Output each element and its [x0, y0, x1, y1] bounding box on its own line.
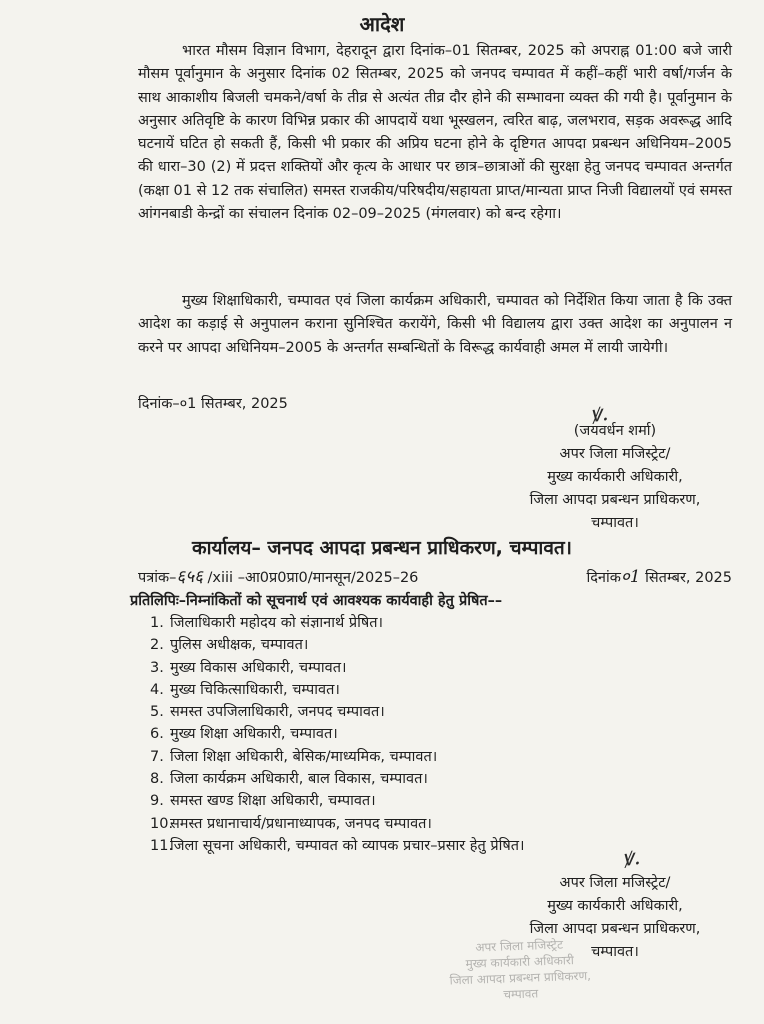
copy-recipient-number: 6. — [150, 726, 164, 743]
reference-date-rest: सितम्बर, 2025 — [645, 570, 732, 586]
copy-recipient-text: समस्त प्रधानाचार्य/प्रधानाध्यापक, जनपद चम्पावत। — [170, 815, 432, 832]
copy-heading: प्रतिलिपिः–निम्नांकितों को सूचनार्थ एवं आवश्यक कार्यवाही हेतु प्रेषित–– — [130, 593, 503, 609]
stamp-line-1: अपर जिला मजिस्ट्रेट — [475, 937, 564, 955]
copy-recipient-list — [150, 612, 525, 857]
copy-recipient-number: 8. — [150, 771, 164, 788]
signatory-designation-4: चम्पावत। — [591, 515, 639, 531]
copy-recipient-number: 3. — [150, 659, 164, 676]
signature-block-1 — [490, 420, 740, 535]
copy-recipient-item — [150, 723, 525, 745]
reference-date-handwritten: ०1 — [620, 567, 641, 587]
copy-recipient-text: पुलिस अधीक्षक, चम्पावत। — [170, 637, 309, 654]
handwritten-signature-2: ꝟ. — [620, 844, 642, 873]
copy-recipient-item — [150, 612, 525, 634]
copy-recipient-number: 2. — [150, 637, 164, 654]
reference-date-prefix: दिनांक — [586, 570, 621, 586]
signatory2-designation-2: मुख्य कार्यकारी अधिकारी, — [547, 898, 683, 914]
signatory-designation-1: अपर जिला मजिस्ट्रेट/ — [559, 446, 671, 462]
stamp-line-3: जिला आपदा प्रबन्धन प्राधिकरण, — [449, 968, 592, 988]
copy-recipient-number: 4. — [150, 681, 164, 698]
reference-number — [138, 564, 418, 587]
copy-recipient-item — [150, 657, 525, 679]
copy-recipient-number: 10. — [150, 815, 174, 832]
copy-recipient-number: 7. — [150, 748, 164, 765]
copy-recipient-item — [150, 790, 525, 812]
reference-rest: /xiii –आ0प्र0प्रा0/मानसून/2025–26 — [207, 570, 419, 586]
copy-recipient-item — [150, 701, 525, 723]
signatory2-designation-1: अपर जिला मजिस्ट्रेट/ — [559, 875, 671, 891]
signatory-designation-3: जिला आपदा प्रबन्धन प्राधिकरण, — [529, 492, 701, 508]
copy-recipient-item — [150, 679, 525, 701]
signatory-designation-2: मुख्य कार्यकारी अधिकारी, — [547, 469, 683, 485]
copy-recipient-text: मुख्य चिकित्साधिकारी, चम्पावत। — [170, 681, 340, 698]
reference-prefix: पत्रांक– — [138, 570, 177, 586]
copy-recipient-item — [150, 813, 525, 835]
signatory-name: (जयवर्धन शर्मा) — [573, 423, 657, 439]
copy-recipient-text: जिलाधिकारी महोदय को संज्ञानार्थ प्रेषित। — [170, 615, 383, 631]
stamp-line-4: चम्पावत — [503, 986, 539, 1002]
copy-recipient-text: समस्त उपजिलाधिकारी, जनपद चम्पावत। — [170, 704, 385, 721]
copy-recipient-number: 1. — [150, 615, 164, 631]
reference-handwritten-number: ६५६ — [176, 567, 203, 587]
copy-recipient-item — [150, 835, 525, 857]
copy-recipient-text: जिला शिक्षा अधिकारी, बेसिक/माध्यमिक, चम्पावत। — [170, 748, 438, 765]
order-paragraph-1 — [138, 40, 732, 226]
copy-recipient-text: समस्त खण्ड शिक्षा अधिकारी, चम्पावत। — [170, 793, 376, 810]
signatory2-designation-4: चम्पावत। — [591, 944, 639, 960]
copy-recipient-text: मुख्य शिक्षा अधिकारी, चम्पावत। — [170, 726, 338, 743]
copy-recipient-item — [150, 746, 525, 768]
copy-recipient-text: जिला सूचना अधिकारी, चम्पावत को व्यापक प्रचार–प्रसार हेतु प्रेषित। — [170, 837, 525, 854]
copy-recipient-text: मुख्य विकास अधिकारी, चम्पावत। — [170, 659, 347, 676]
order-date: दिनांक–०1 सितम्बर, 2025 — [138, 396, 288, 412]
reference-line — [138, 564, 732, 587]
copy-recipient-item — [150, 768, 525, 790]
copy-recipient-text: जिला कार्यक्रम अधिकारी, बाल विकास, चम्पावत। — [170, 771, 428, 788]
order-paragraph-2 — [138, 290, 732, 360]
paragraph-2-text: मुख्य शिक्षाधिकारी, चम्पावत एवं जिला कार्यक्रम अधिकारी, चम्पावत को निर्देशित किया जाता है कि उक्त आदेश का कड़ाई से अनुपालन कराना सुनिश्चित करायेंगे, किसी भी विद्यालय द्वारा उक्त आदेश का अनुपालन न करने पर आपदा अधिनियम–2005 के अन्तर्गत सम्बन्धितों के विरूद्ध कार्यवाही अमल में लायी जायेगी। — [138, 293, 732, 356]
copy-recipient-number: 5. — [150, 704, 164, 721]
reference-date — [586, 564, 732, 587]
official-stamp — [419, 935, 621, 1006]
copy-recipient-number: 9. — [150, 793, 164, 810]
order-title: आदेश — [359, 12, 405, 36]
copy-recipient-number: 11. — [150, 837, 174, 854]
office-title: कार्यालय– जनपद आपदा प्रबन्धन प्राधिकरण, चम्पावत। — [192, 537, 572, 559]
signatory2-designation-3: जिला आपदा प्रबन्धन प्राधिकरण, — [529, 921, 701, 937]
stamp-line-2: मुख्य कार्यकारी अधिकारी — [465, 953, 575, 971]
handwritten-signature: ꝟ. — [588, 400, 610, 429]
copy-recipient-item — [150, 634, 525, 656]
paragraph-1-text: भारत मौसम विज्ञान विभाग, देहरादून द्वारा दिनांक–01 सितम्बर, 2025 को अपराह्न 01:00 बजे जारी मौसम पूर्वानुमान के अनुसार दिनांक 02 सितम्बर, 2025 को जनपद चम्पावत में कहीं–कहीं भारी वर्षा/गर्जन के साथ आकाशीय बिजली चमकने/वर्षा के तीव्र से अत्यंत तीव्र दौर होने की सम्भावना व्यक्त की गयी है। पूर्वानुमान के अनुसार अतिवृष्टि के कारण विभिन्न प्रकार की आपदायें यथा भूस्खलन, त्वरित बाढ़, जलभराव, सड़क अवरूद्ध आदि घटनायें घटित हो सकती हैं, किसी भी प्रकार की अप्रिय घटना होने के दृष्टिगत आपदा प्रबन्धन अधिनियम–2005 की धारा–30 (2) में प्रदत्त शक्तियों और कृत्य के आधार पर छात्र–छात्राओं की सुरक्षा हेतु जनपद चम्पावत अन्तर्गत (कक्षा 01 से 12 तक संचालित) समस्त राजकीय/परिषदीय/सहायता प्राप्त/मान्यता प्राप्त निजी विद्यालयों एवं समस्त आंगनबाडी केन्द्रों का संचालन दिनांक 02–09–2025 (मंगलवार) को बन्द रहेगा। — [138, 43, 732, 223]
